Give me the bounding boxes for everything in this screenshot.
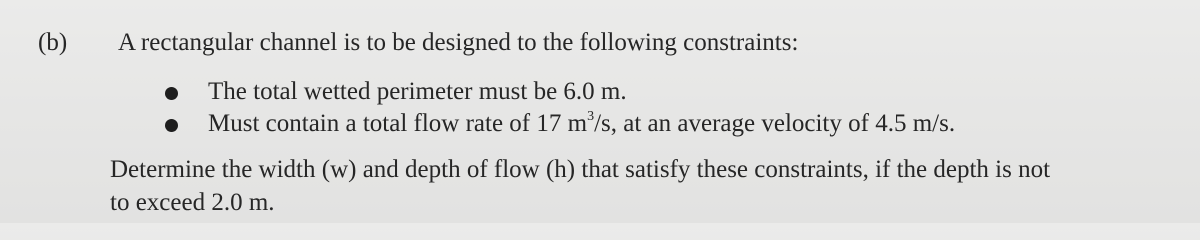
determine-line-1: Determine the width (w) and depth of flow (h) that satisfy these constraints, if the depth is not [110, 156, 1051, 183]
determine-instruction [110, 153, 1190, 219]
bullet-dot-icon [165, 119, 178, 132]
constraint-text: The total wetted perimeter must be 6.0 m. [208, 78, 627, 105]
question-label: (b) [38, 29, 68, 56]
question-intro: A rectangular channel is to be designed to the following constraints: [118, 29, 799, 56]
determine-line-2: to exceed 2.0 m. [110, 189, 275, 216]
unit-superscript: 3 [587, 108, 595, 124]
constraint-text-after: /s, at an average velocity of 4.5 m/s. [594, 110, 956, 137]
constraint-text-before: Must contain a total flow rate of 17 m [208, 110, 588, 137]
constraint-text [208, 109, 955, 139]
bullet-dot-icon [165, 87, 178, 100]
